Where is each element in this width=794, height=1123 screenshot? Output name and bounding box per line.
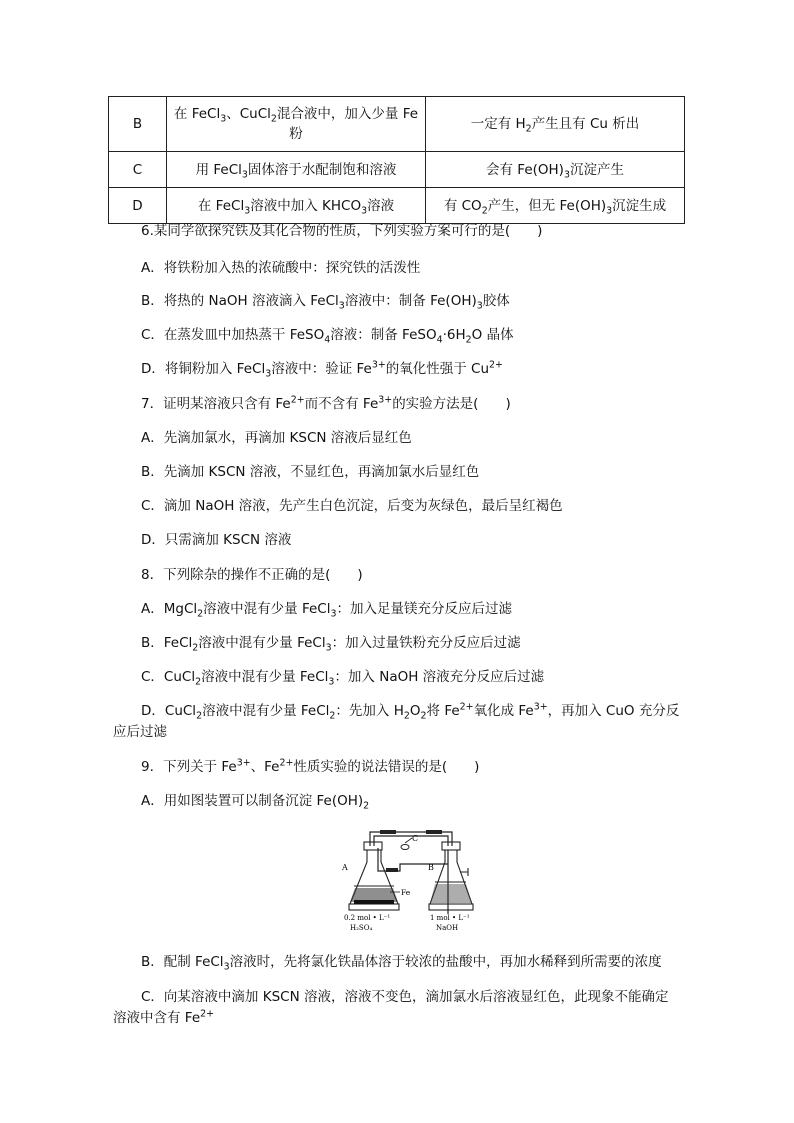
q8-option-c: C．CuCl$_2$溶液中混有少量 FeCl$_3$：加入 NaOH 溶液充分反应后过滤: [141, 669, 545, 688]
row-result: 有 $CO_2$产生，但无 $Fe(OH)_3$沉淀生成: [426, 188, 685, 224]
q8-option-b: B．FeCl$_2$溶液中混有少量 FeCl$_3$：加入过量铁粉充分反应后过滤: [141, 635, 521, 654]
q7-option-b: B．先滴加 KSCN 溶液，不显红色，再滴加氯水后显红色: [141, 464, 480, 480]
row-label: D: [109, 188, 167, 224]
row-result: 一定有 $H_2$产生且有 Cu 析出: [426, 97, 685, 152]
row-operation: 用 FeCl$_3$固体溶于水配制饱和溶液: [167, 152, 426, 188]
q7-stem: 7．证明某溶液只含有 $Fe^{2+}$而不含有 $Fe^{3+}$的实验方法是( ): [141, 394, 511, 412]
q8-stem: 8．下列除杂的操作不正确的是( ): [141, 567, 363, 583]
q6-stem: 6.某同学欲探究铁及其化合物的性质，下列实验方案可行的是( ): [141, 223, 543, 239]
label-b: B: [428, 863, 434, 872]
reagent-b: NaOH: [436, 924, 459, 932]
q6-option-b: B．将热的 NaOH 溶液滴入 FeCl$_3$溶液中：制备 $Fe(OH)_3$胶体: [141, 293, 510, 312]
q9-stem: 9．下列关于 $Fe^{3+}$、$Fe^{2+}$性质实验的说法错误的是( ): [141, 757, 480, 775]
q6-option-d: D．将铜粉加入 FeCl$_3$溶液中：验证 $Fe^{3+}$的氧化性强于 $Cu^{2+}$: [141, 359, 503, 380]
q8-option-d: D．CuCl$_2$溶液中混有少量 FeCl$_2$：先加入 $H_2O_2$将 $Fe^{2+}$氧化成 $Fe^{3+}$，再加入 CuO 充分反: [141, 701, 680, 722]
q8-option-a: A．MgCl$_2$溶液中混有少量 FeCl$_3$：加入足量镁充分反应后过滤: [141, 601, 512, 620]
table-row: [109, 188, 685, 224]
label-c: C: [412, 834, 419, 843]
q9-option-c: C．向某溶液中滴加 KSCN 溶液，溶液不变色，滴加氯水后溶液显红色，此现象不能确定: [141, 989, 669, 1005]
q8-option-d-continued: 应后过滤: [113, 724, 167, 740]
q6-option-c: C．在蒸发皿中加热蒸干 FeSO$_4$溶液：制备 $FeSO_4\cdot 6H_2O$ 晶体: [141, 327, 514, 346]
q9-option-a: A．用如图装置可以制备沉淀 $Fe(OH)_2$: [141, 793, 370, 812]
table-row: [109, 152, 685, 188]
q7-option-d: D．只需滴加 KSCN 溶液: [141, 532, 292, 548]
conc-a: 0.2 mol • L⁻¹: [344, 914, 391, 922]
row-operation: 在 FeCl$_3$溶液中加入 $KHCO_3$溶液: [167, 188, 426, 224]
q9-option-b: B．配制 FeCl$_3$溶液时，先将氯化铁晶体溶于较浓的盐酸中，再加水稀释到所需要的浓度: [141, 954, 662, 973]
row-label: B: [109, 97, 167, 152]
reagent-a: H₂SO₄: [350, 924, 373, 932]
q7-option-a: A．先滴加氯水，再滴加 KSCN 溶液后显红色: [141, 430, 412, 446]
q7-option-c: C．滴加 NaOH 溶液，先产生白色沉淀，后变为灰绿色，最后呈红褐色: [141, 498, 563, 514]
row-label: C: [109, 152, 167, 188]
apparatus-diagram: [340, 826, 490, 936]
row-result: 会有 $Fe(OH)_3$沉淀产生: [426, 152, 685, 188]
table-row: [109, 97, 685, 152]
options-table: [108, 96, 685, 224]
row-operation: 在 FeCl$_3$、CuCl$_2$混合液中，加入少量 Fe 粉: [167, 97, 426, 152]
label-fe: Fe: [401, 888, 411, 897]
conc-b: 1 mol • L⁻¹: [430, 914, 470, 922]
q9-option-c-continued: 溶液中含有 $Fe^{2+}$: [113, 1008, 215, 1026]
label-a: A: [342, 863, 348, 872]
q6-option-a: A．将铁粉加入热的浓硫酸中：探究铁的活泼性: [141, 260, 421, 276]
